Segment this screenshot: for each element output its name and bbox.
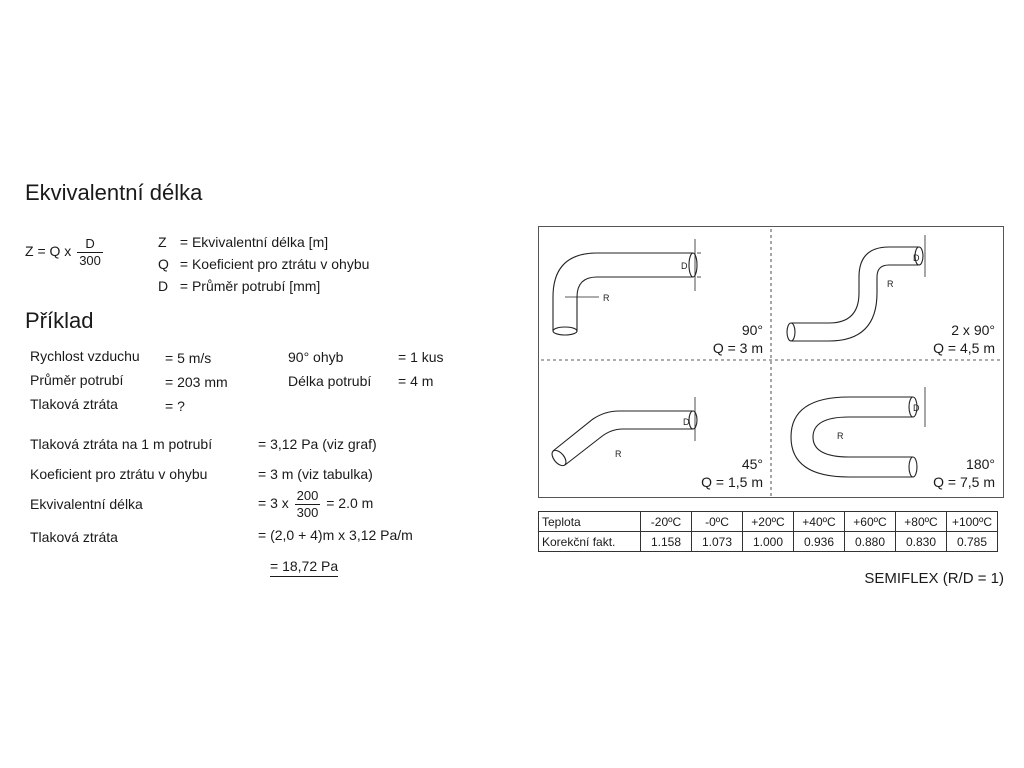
legend-desc: = Koeficient pro ztrátu v ohybu xyxy=(179,256,370,272)
table-cell: 1.000 xyxy=(743,532,794,552)
legend-desc: = Průměr potrubí [mm] xyxy=(179,278,321,294)
diagram-angle: 2 x 90° xyxy=(951,322,995,338)
calc-row3-label: Ekvivalentní délka xyxy=(30,496,143,512)
table-cell: 0.830 xyxy=(896,532,947,552)
diameter-value: = 203 mm xyxy=(165,374,228,390)
table-cell: 0.785 xyxy=(947,532,998,552)
calc-row3-suffix: = 2.0 m xyxy=(326,495,374,512)
bend-diagrams xyxy=(538,226,1004,498)
diagram-90-caption xyxy=(713,321,763,357)
formula xyxy=(25,236,105,269)
table-cell: 0.880 xyxy=(845,532,896,552)
table-cell: +100ºC xyxy=(947,512,998,532)
calc-row2-value: = 3 m (viz tabulka) xyxy=(258,466,373,482)
label-d: D xyxy=(913,403,920,413)
legend-row-d xyxy=(158,275,369,297)
table-row-temperature xyxy=(539,512,998,532)
table-cell: 1.158 xyxy=(641,532,692,552)
diagram-angle: 90° xyxy=(741,322,763,338)
pipe-outer xyxy=(553,253,693,331)
calc-row3-fraction xyxy=(295,488,321,521)
formula-fraction xyxy=(77,236,103,269)
formula-denominator: 300 xyxy=(79,253,101,268)
loss-value: = ? xyxy=(165,398,185,414)
formula-numerator: D xyxy=(77,236,103,253)
diagram-180-caption xyxy=(933,455,995,491)
legend-row-z xyxy=(158,231,369,253)
formula-legend xyxy=(158,231,369,297)
pipe-end xyxy=(689,411,697,429)
table-cell: +40ºC xyxy=(794,512,845,532)
diagram-90-bend xyxy=(553,239,701,335)
diagram-q: Q = 4,5 m xyxy=(933,340,995,356)
legend-symbol: Q xyxy=(158,256,169,272)
speed-label: Rychlost vzduchu xyxy=(30,348,140,364)
pipe-inner xyxy=(791,265,919,341)
diagram-q: Q = 7,5 m xyxy=(933,474,995,490)
label-d: D xyxy=(683,417,690,427)
diagram-180-bend xyxy=(791,387,925,477)
label-d: D xyxy=(681,261,688,271)
diameter-label: Průměr potrubí xyxy=(30,372,124,388)
legend-desc: = Ekvivalentní délka [m] xyxy=(179,234,329,250)
legend-row-q xyxy=(158,253,369,275)
table-cell: +20ºC xyxy=(743,512,794,532)
calc-row4-value: = (2,0 + 4)m x 3,12 Pa/m xyxy=(258,527,413,543)
bend-value: = 1 kus xyxy=(398,349,444,365)
diagram-angle: 180° xyxy=(966,456,995,472)
table-cell: 1.073 xyxy=(692,532,743,552)
table-row-head: Teplota xyxy=(539,512,641,532)
loss-label: Tlaková ztráta xyxy=(30,396,118,412)
calc-row3-prefix: = 3 x xyxy=(258,495,289,512)
diagram-angle: 45° xyxy=(741,456,763,472)
calc-row3-denominator: 300 xyxy=(296,505,319,520)
diagram-2x90-caption xyxy=(933,321,995,357)
pipe-inner xyxy=(813,417,913,457)
calc-result xyxy=(258,558,338,574)
label-r: R xyxy=(603,293,610,303)
heading-example: Příklad xyxy=(25,308,94,333)
diagram-q: Q = 1,5 m xyxy=(701,474,763,490)
pipe-end xyxy=(787,323,795,341)
pipe-end xyxy=(909,457,917,477)
calc-row1-label: Tlaková ztráta na 1 m potrubí xyxy=(30,436,213,452)
correction-table xyxy=(538,511,998,552)
speed-value: = 5 m/s xyxy=(165,350,212,366)
pipe-outer xyxy=(791,247,919,323)
label-r: R xyxy=(615,449,622,459)
calc-row3-value xyxy=(258,488,373,521)
table-cell: -0ºC xyxy=(692,512,743,532)
calc-row3-numerator: 200 xyxy=(296,488,319,503)
table-caption: SEMIFLEX (R/D = 1) xyxy=(864,570,1004,587)
label-d: D xyxy=(913,253,920,263)
length-label: Délka potrubí xyxy=(288,373,372,389)
calc-row2-label: Koeficient pro ztrátu v ohybu xyxy=(30,466,208,482)
pipe-inner xyxy=(565,429,693,465)
table-cell: -20ºC xyxy=(641,512,692,532)
pipe-outer xyxy=(553,411,693,451)
pipe-end xyxy=(553,327,577,335)
label-r: R xyxy=(887,279,894,289)
calc-result-value: = 18,72 Pa xyxy=(270,558,338,577)
table-row-factor xyxy=(539,532,998,552)
table-cell: +80ºC xyxy=(896,512,947,532)
bend-label: 90° ohyb xyxy=(288,349,344,365)
pipe-end xyxy=(689,253,697,277)
diagram-45-bend xyxy=(549,397,697,468)
label-r: R xyxy=(837,431,844,441)
diagram-q: Q = 3 m xyxy=(712,340,763,356)
diagram-2x90-bend xyxy=(787,235,925,341)
length-value: = 4 m xyxy=(398,373,434,389)
formula-lhs: Z = Q x xyxy=(25,243,72,260)
pipe-inner xyxy=(577,277,693,331)
calc-row1-value: = 3,12 Pa (viz graf) xyxy=(258,436,377,452)
calc-row4-label: Tlaková ztráta xyxy=(30,529,118,545)
table-cell: +60ºC xyxy=(845,512,896,532)
diagram-45-caption xyxy=(701,455,763,491)
table-cell: 0.936 xyxy=(794,532,845,552)
table-row-head: Korekční fakt. xyxy=(539,532,641,552)
legend-symbol: Z xyxy=(158,234,167,250)
legend-symbol: D xyxy=(158,278,169,294)
pipe-outer xyxy=(791,397,913,477)
heading-equivalent-length: Ekvivalentní délka xyxy=(25,180,203,205)
